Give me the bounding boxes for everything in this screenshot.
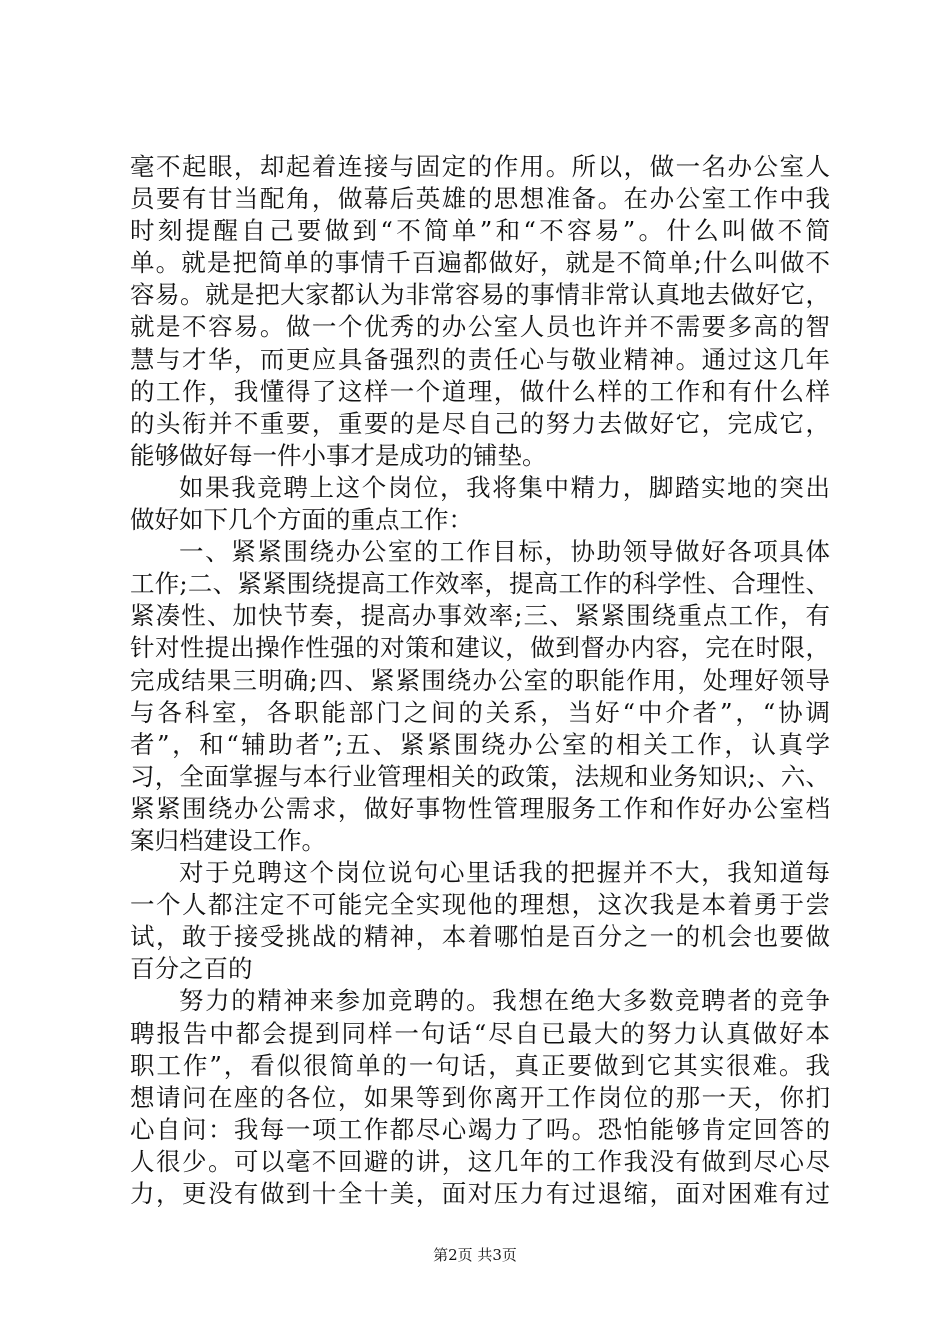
text-line: 完成结果三明确;四、紧紧围绕办公室的职能作用，处理好领导 bbox=[130, 665, 830, 695]
text-line: 力，更没有做到十全十美，面对压力有过退缩，面对困难有过 bbox=[130, 1179, 830, 1208]
text-line: 努力的精神来参加竞聘的。我想在绝大多数竞聘者的竞争 bbox=[179, 986, 830, 1016]
text-line: 容易。就是把大家都认为非常容易的事情非常认真地去做好它， bbox=[130, 280, 830, 310]
text-line: 想请问在座的各位，如果等到你离开工作岗位的那一天，你扪 bbox=[130, 1082, 830, 1112]
text-line: 员要有甘当配角，做幕后英雄的思想准备。在办公室工作中我 bbox=[130, 184, 830, 214]
text-line: 工作;二、紧紧围绕提高工作效率，提高工作的科学性、合理性、 bbox=[130, 569, 830, 599]
text-line: 人很少。可以毫不回避的讲，这几年的工作我没有做到尽心尽 bbox=[130, 1146, 830, 1176]
text-line: 时刻提醒自己要做到“不简单”和“不容易”。什么叫做不简 bbox=[130, 216, 830, 246]
text-line: 做好如下几个方面的重点工作： bbox=[130, 505, 473, 535]
text-line: 的工作，我懂得了这样一个道理，做什么样的工作和有什么样 bbox=[130, 376, 830, 406]
text-line: 一、紧紧围绕办公室的工作目标，协助领导做好各项具体 bbox=[179, 537, 830, 567]
text-line: 一个人都注定不可能完全实现他的理想，这次我是本着勇于尝 bbox=[130, 890, 830, 920]
text-line: 心自问：我每一项工作都尽心竭力了吗。恐怕能够肯定回答的 bbox=[130, 1114, 830, 1144]
text-line: 的头衔并不重要，重要的是尽自己的努力去做好它，完成它， bbox=[130, 408, 830, 438]
text-line: 职工作”，看似很简单的一句话，真正要做到它其实很难。我 bbox=[130, 1050, 830, 1080]
text-line: 试，敢于接受挑战的精神，本着哪怕是百分之一的机会也要做 bbox=[130, 922, 830, 952]
text-line: 紧紧围绕办公需求，做好事物性管理服务工作和作好办公室档 bbox=[130, 793, 830, 823]
page-footer: 第2页 共3页 bbox=[433, 1246, 517, 1264]
text-line: 对于兑聘这个岗位说句心里话我的把握并不大，我知道每 bbox=[179, 858, 830, 888]
text-line: 者”，和“辅助者”;五、紧紧围绕办公室的相关工作，认真学 bbox=[130, 729, 830, 759]
text-line: 案归档建设工作。 bbox=[130, 825, 326, 855]
text-line: 能够做好每一件小事才是成功的铺垫。 bbox=[130, 440, 547, 470]
text-line: 单。就是把简单的事情千百遍都做好，就是不简单;什么叫做不 bbox=[130, 248, 830, 278]
text-line: 毫不起眼，却起着连接与固定的作用。所以，做一名办公室人 bbox=[130, 152, 830, 181]
text-line: 慧与才华，而更应具备强烈的责任心与敬业精神。通过这几年 bbox=[130, 344, 830, 374]
text-line: 如果我竞聘上这个岗位，我将集中精力，脚踏实地的突出 bbox=[179, 472, 830, 502]
text-line: 就是不容易。做一个优秀的办公室人员也许并不需要多高的智 bbox=[130, 312, 830, 342]
text-line: 针对性提出操作性强的对策和建议，做到督办内容，完在时限， bbox=[130, 633, 830, 663]
text-line: 紧凑性、加快节奏，提高办事效率;三、紧紧围绕重点工作，有 bbox=[130, 601, 830, 631]
text-line: 习，全面掌握与本行业管理相关的政策，法规和业务知识;、六、 bbox=[130, 761, 830, 791]
text-line: 百分之百的 bbox=[130, 954, 253, 984]
text-line: 聘报告中都会提到同样一句话“尽自已最大的努力认真做好本 bbox=[130, 1018, 830, 1048]
document-body bbox=[130, 151, 830, 1210]
text-line: 与各科室，各职能部门之间的关系，当好“中介者”，“协调 bbox=[130, 697, 830, 727]
